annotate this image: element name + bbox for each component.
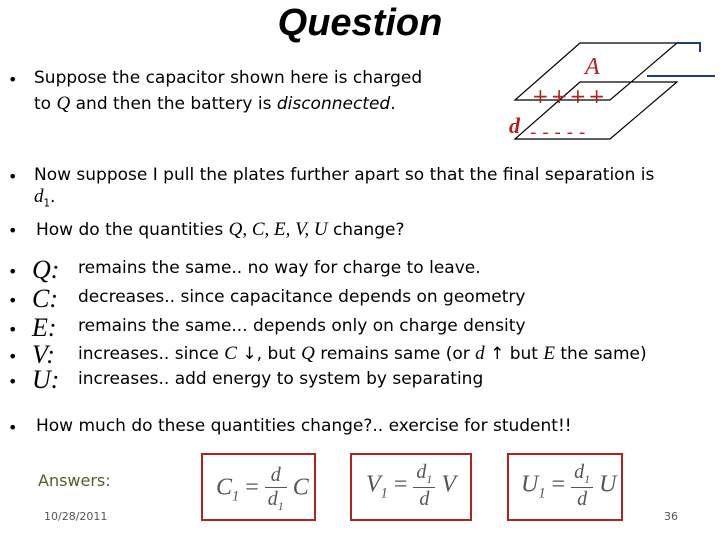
bullet-dot: • <box>8 221 18 240</box>
footer-date: 10/28/2011 <box>44 510 108 523</box>
bullet1-line2: to Q and then the battery is disconnected. <box>34 93 396 114</box>
answer-text-q: remains the same.. no way for charge to leave. <box>78 258 481 278</box>
bullet-dot: • <box>8 347 18 366</box>
formula-v: $V_1$ = $\frac{d_1}{d}$ V <box>366 461 457 510</box>
area-label: A <box>585 54 600 80</box>
formula-c: $C_1$ = $\frac{d}{d_1}$ C <box>216 464 309 513</box>
bullet-dot: • <box>8 372 18 391</box>
bullet4: How much do these quantities change?.. exercise for student!! <box>36 416 572 436</box>
answer-var-q: Q: <box>32 255 60 284</box>
bullet-dot: • <box>8 418 18 437</box>
bullet-dot: • <box>8 320 18 339</box>
bullet2-line2: $d_1$. <box>34 186 56 210</box>
bullet-dot: • <box>8 262 18 281</box>
answer-text-c: decreases.. since capacitance depends on geometry <box>78 287 526 307</box>
separation-label: d <box>509 113 520 138</box>
answer-text-u: increases.. add energy to system by separating <box>78 369 484 389</box>
bullet3: How do the quantities Q, C, E, V, U change? <box>36 219 405 240</box>
minus-charges: - - - - - <box>530 122 586 143</box>
answer-var-c: C: <box>32 284 58 313</box>
up-arrow-icon: ↑ <box>490 344 505 364</box>
answer-var-u: U: <box>32 365 60 394</box>
bullet-dot: • <box>8 167 18 186</box>
bullet2-line1: Now suppose I pull the plates further apart so that the final separation is <box>34 165 655 185</box>
bullet-dot: • <box>8 291 18 310</box>
answers-label: Answers: <box>38 471 111 490</box>
page-number: 36 <box>664 510 678 523</box>
answer-text-v: increases.. since C ↓, but Q remains same (or d ↑ but E the same) <box>78 343 647 364</box>
top-wire <box>677 43 700 52</box>
formula-u: $U_1$ = $\frac{d_1}{d}$ U <box>521 461 617 510</box>
plus-charges: ++++ <box>532 84 608 108</box>
answer-var-v: V: <box>32 340 55 369</box>
down-arrow-icon: ↓ <box>242 344 257 364</box>
formula-box-c <box>201 453 316 521</box>
answer-text-e: remains the same... depends only on charge density <box>78 316 526 336</box>
formula-box-u <box>507 453 623 521</box>
answer-var-e: E: <box>32 313 57 342</box>
bullet-dot: • <box>8 70 18 89</box>
bullet1-line1: Suppose the capacitor shown here is charged <box>34 68 423 88</box>
formula-box-v <box>350 453 472 521</box>
slide-title: Question <box>277 2 443 44</box>
